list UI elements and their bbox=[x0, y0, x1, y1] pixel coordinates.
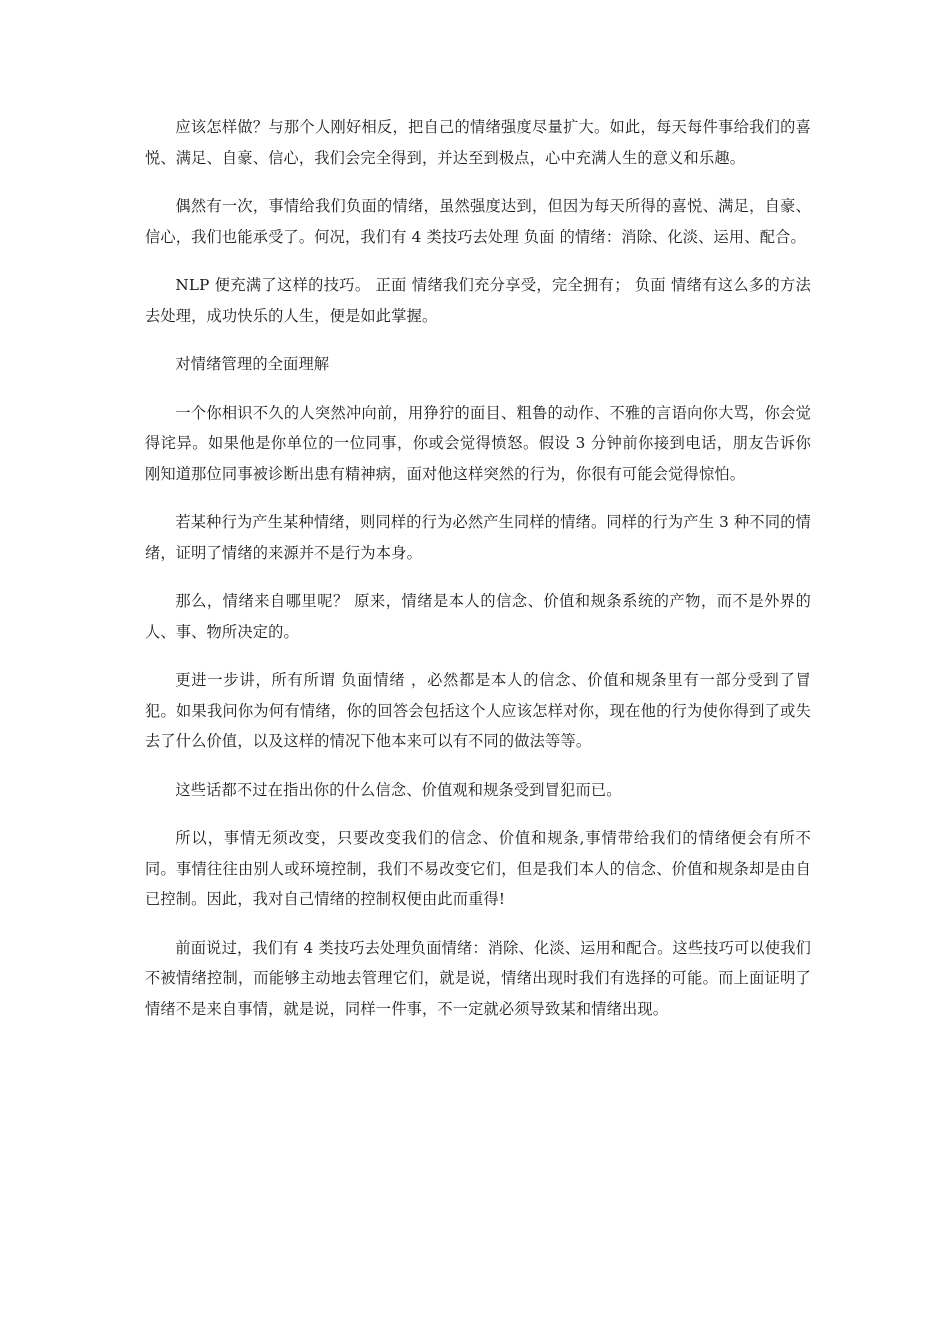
section-heading: 对情绪管理的全面理解 bbox=[175, 355, 330, 373]
paragraph-2: 偶然有一次，事情给我们负面的情绪，虽然强度达到，但因为每天所得的喜悦、满足，自豪、信心，我们也能承受了。何况，我们有 4 类技巧去处理 负面 的情绪：消除、化淡、运用、配合。 bbox=[145, 197, 811, 246]
paragraph-5: 若某种行为产生某种情绪，则同样的行为必然产生同样的情绪。同样的行为产生 3 种不同的情绪，证明了情绪的来源并不是行为本身。 bbox=[145, 513, 811, 562]
paragraph-10: 前面说过，我们有 4 类技巧去处理负面情绪：消除、化淡、运用和配合。这些技巧可以使我们不被情绪控制，而能够主动地去管理它们，就是说，情绪出现时我们有选择的可能。而上面证明了情绪不是来自事情，就是说，同样一件事，不一定就必须导致某和情绪出现。 bbox=[145, 938, 811, 1018]
paragraph-6: 那么，情绪来自哪里呢？ 原来，情绪是本人的信念、价值和规条系统的产物，而不是外界的人、事、物所决定的。 bbox=[145, 592, 811, 641]
paragraph-4: 一个你相识不久的人突然冲向前，用狰狞的面目、粗鲁的动作、不雅的言语向你大骂，你会觉得诧异。如果他是你单位的一位同事，你或会觉得愤怒。假设 3 分钟前你接到电话，朋友告诉你刚知道那位同事被诊断出患有精神病，面对他这样突然的行为，你很有可能会觉得惊怕。 bbox=[145, 403, 811, 483]
document-body bbox=[145, 112, 811, 1042]
paragraph-3: NLP 便充满了这样的技巧。 正面 情绪我们充分享受，完全拥有； 负面 情绪有这么多的方法去处理，成功快乐的人生，便是如此掌握。 bbox=[145, 276, 811, 325]
paragraph-8: 这些话都不过在指出你的什么信念、价值观和规条受到冒犯而已。 bbox=[175, 780, 622, 799]
paragraph-9: 所以，事情无须改变，只要改变我们的信念、价值和规条,事情带给我们的情绪便会有所不同。事情往往由别人或环境控制，我们不易改变它们，但是我们本人的信念、价值和规条却是由自已控制。因此，我对自己情绪的控制权便由此而重得! bbox=[145, 829, 811, 908]
paragraph-1: 应该怎样做？与那个人刚好相反，把自己的情绪强度尽量扩大。如此，每天每件事给我们的喜悦、满足、自豪、信心，我们会完全得到，并达至到极点，心中充满人生的意义和乐趣。 bbox=[145, 118, 811, 167]
paragraph-7: 更进一步讲，所有所谓 负面情绪 ，必然都是本人的信念、价值和规条里有一部分受到了冒犯。如果我问你为何有情绪，你的回答会包括这个人应该怎样对你，现在他的行为使你得到了或失去了什么价值，以及这样的情况下他本来可以有不同的做法等等。 bbox=[145, 671, 811, 750]
